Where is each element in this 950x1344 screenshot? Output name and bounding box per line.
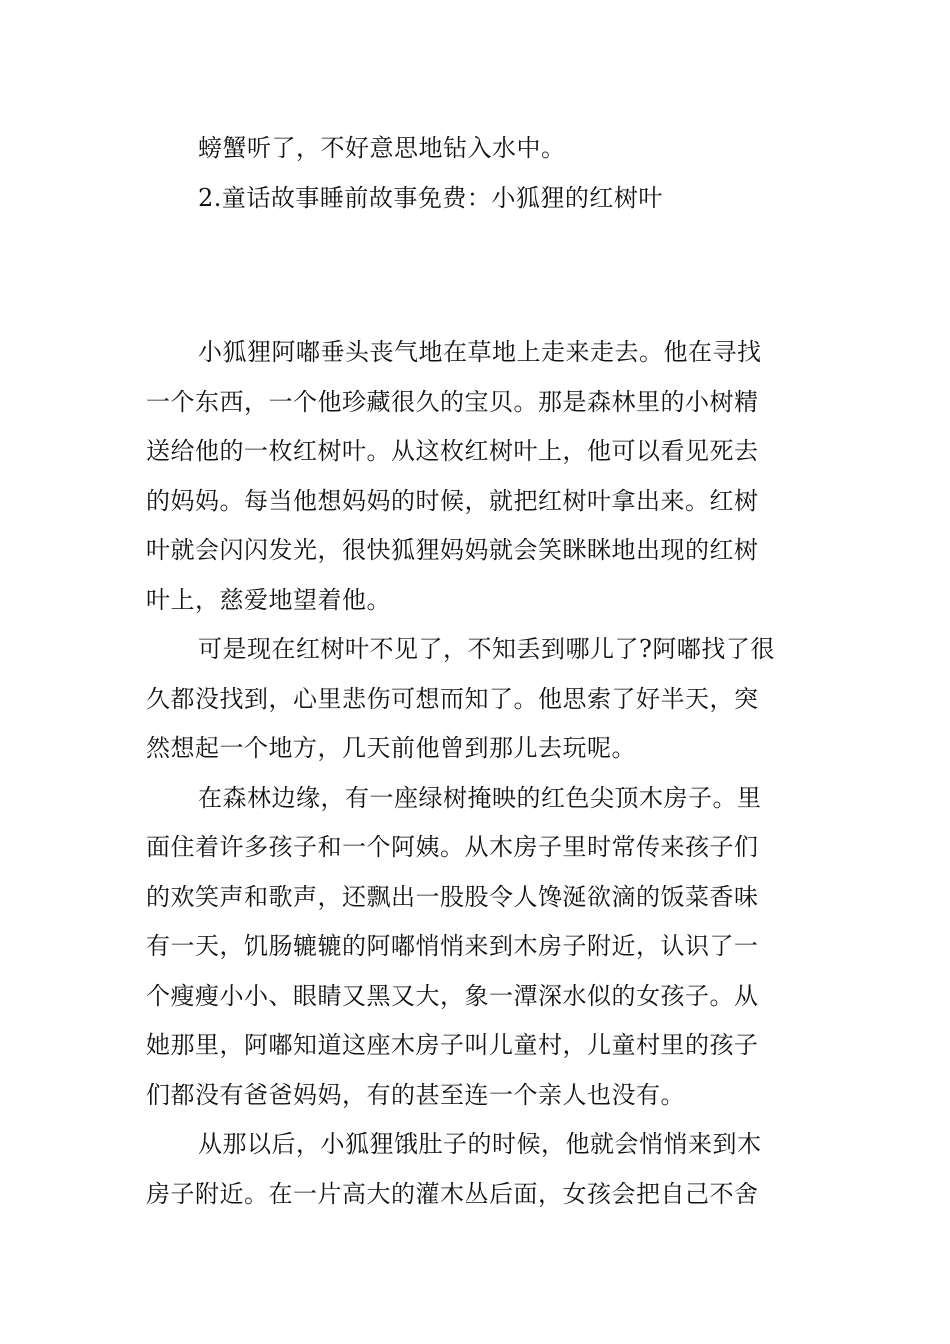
- paragraph-line: 可是现在红树叶不见了，不知丢到哪儿了?阿嘟找了很: [198, 635, 775, 663]
- paragraph-line: 叶就会闪闪发光，很快狐狸妈妈就会笑眯眯地出现的红树: [146, 536, 759, 564]
- story-heading: 2.童话故事睡前故事免费：小狐狸的红树叶: [198, 183, 663, 212]
- intro-line: 螃蟹听了，不好意思地钻入水中。: [198, 134, 566, 162]
- paragraph-line: 送给他的一枚红树叶。从这枚红树叶上，他可以看见死去: [146, 437, 759, 465]
- paragraph-line: 的欢笑声和歌声，还飘出一股股令人馋涎欲滴的饭菜香味: [146, 882, 759, 911]
- paragraph-line: 一个东西，一个他珍藏很久的宝贝。那是森林里的小树精: [146, 387, 759, 416]
- paragraph-line: 从那以后，小狐狸饿肚子的时候，他就会悄悄来到木: [198, 1130, 762, 1158]
- paragraph-line: 在森林边缘，有一座绿树掩映的红色尖顶木房子。里: [198, 783, 762, 812]
- paragraph-line: 她那里，阿嘟知道这座木房子叫儿童村，儿童村里的孩子: [146, 1031, 759, 1059]
- paragraph-line: 小狐狸阿嘟垂头丧气地在草地上走来走去。他在寻找: [198, 338, 762, 366]
- paragraph-line: 叶上，慈爱地望着他。: [146, 585, 391, 614]
- story-body: [146, 328, 810, 1219]
- top-section: [146, 124, 810, 223]
- paragraph-line: 有一天，饥肠辘辘的阿嘟悄悄来到木房子附近，认识了一: [146, 932, 759, 960]
- paragraph-line: 久都没找到，心里悲伤可想而知了。他思索了好半天，突: [146, 684, 759, 713]
- paragraph-3: [146, 774, 810, 1121]
- paragraph-1: [146, 328, 810, 625]
- paragraph-2: [146, 625, 810, 774]
- paragraph-line: 个瘦瘦小小、眼睛又黑又大，象一潭深水似的女孩子。从: [146, 981, 759, 1010]
- paragraph-line: 然想起一个地方，几天前他曾到那儿去玩呢。: [146, 734, 636, 762]
- paragraph-line: 们都没有爸爸妈妈，有的甚至连一个亲人也没有。: [146, 1080, 685, 1109]
- paragraph-line: 的妈妈。每当他想妈妈的时候，就把红树叶拿出来。红树: [146, 486, 759, 515]
- paragraph-line: 面住着许多孩子和一个阿姨。从木房子里时常传来孩子们: [146, 833, 759, 861]
- paragraph-line: 房子附近。在一片高大的灌木丛后面，女孩会把自己不舍: [146, 1179, 759, 1208]
- paragraph-4: [146, 1120, 810, 1219]
